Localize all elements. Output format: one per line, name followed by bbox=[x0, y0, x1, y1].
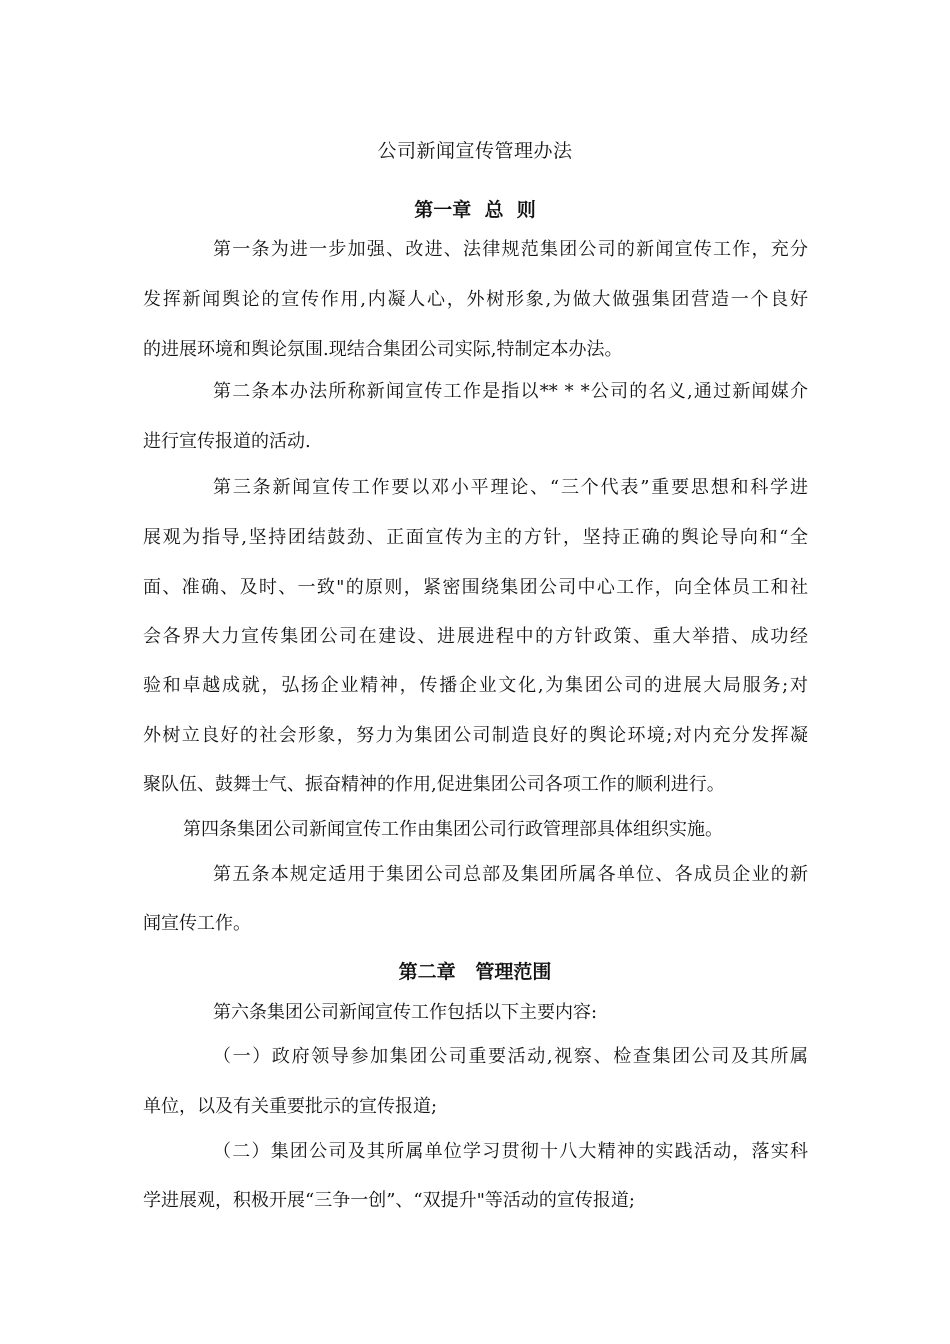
chapter-heading-2: 第二章 管理范围 bbox=[398, 961, 552, 983]
article-5-line-1: 第五条本规定适用于集团公司总部及集团所属各单位、各成员企业的新 bbox=[213, 864, 808, 885]
article-3-line-2: 展观为指导,坚持团结鼓劲、正面宣传为主的方针，坚持正确的舆论导向和“全 bbox=[143, 527, 808, 548]
article-1-line-3: 的进展环境和舆论氛围.现结合集团公司实际,特制定本办法。 bbox=[143, 339, 623, 360]
article-1-line-1: 第一条为进一步加强、改进、法律规范集团公司的新闻宣传工作，充分 bbox=[213, 239, 808, 260]
article-6-line-1: 第六条集团公司新闻宣传工作包括以下主要内容: bbox=[213, 1002, 598, 1023]
item-2-line-2: 学进展观，积极开展“三争一创”、“双提升"等活动的宣传报道; bbox=[143, 1190, 635, 1211]
item-1-line-1: （一）政府领导参加集团公司重要活动,视察、检查集团公司及其所属 bbox=[213, 1046, 808, 1067]
item-2-line-1: （二）集团公司及其所属单位学习贯彻十八大精神的实践活动，落实科 bbox=[213, 1141, 808, 1162]
article-1-line-2: 发挥新闻舆论的宣传作用,内凝人心，外树形象,为做大做强集团营造一个良好 bbox=[143, 289, 808, 310]
article-5-line-2: 闻宣传工作。 bbox=[143, 913, 251, 934]
article-2-line-1: 第二条本办法所称新闻宣传工作是指以** * *公司的名义,通过新闻媒介 bbox=[213, 381, 808, 402]
article-3-line-3: 面、准确、及时、一致"的原则，紧密围绕集团公司中心工作，向全体员工和社 bbox=[143, 577, 808, 598]
document-title: 公司新闻宣传管理办法 bbox=[377, 140, 573, 162]
article-3-line-1: 第三条新闻宣传工作要以邓小平理论、“三个代表”重要思想和科学进 bbox=[213, 477, 808, 498]
article-3-line-5: 验和卓越成就，弘扬企业精神，传播企业文化,为集团公司的进展大局服务;对 bbox=[143, 675, 808, 696]
article-3-line-7: 聚队伍、鼓舞士气、振奋精神的作用,促进集团公司各项工作的顺利进行。 bbox=[143, 774, 725, 795]
article-3-line-4: 会各界大力宣传集团公司在建设、进展进程中的方针政策、重大举措、成功经 bbox=[143, 626, 808, 647]
chapter-heading-1: 第一章 总 则 bbox=[414, 199, 536, 221]
article-2-line-2: 进行宣传报道的活动. bbox=[143, 431, 311, 452]
article-4-line-1: 第四条集团公司新闻宣传工作由集团公司行政管理部具体组织实施。 bbox=[183, 819, 723, 840]
item-1-line-2: 单位，以及有关重要批示的宣传报道; bbox=[143, 1096, 438, 1117]
article-3-line-6: 外树立良好的社会形象，努力为集团公司制造良好的舆论环境;对内充分发挥凝 bbox=[143, 725, 808, 746]
